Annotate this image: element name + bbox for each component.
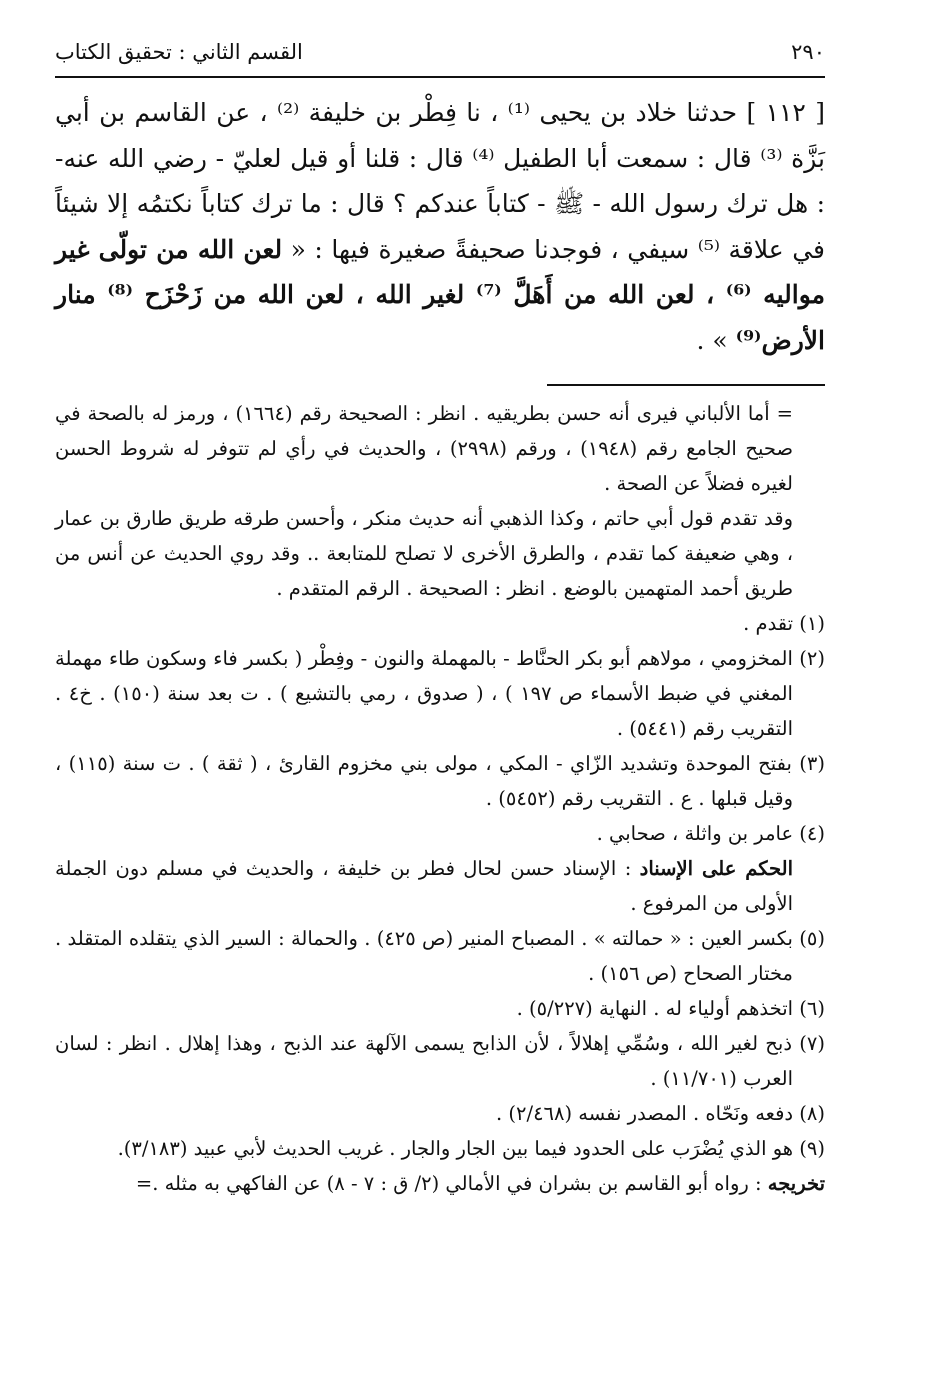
isnad-ruling [55,851,825,921]
footnote-5: (٥) بكسر العين : « حمالته » . المصباح المنير (ص ٤٢٥) . والحمالة : السير الذي يتقلده المتقلد . مختار الصحاح (ص ١٥٦) . [55,927,825,985]
footnotes [55,396,825,1201]
footnote-8: (٨) دفعه ونَحّاه . المصدر نفسه (٢/٤٦٨) . [496,1102,825,1125]
footnote-4: (٤) عامر بن واثلة ، صحابي . [596,822,825,845]
running-title: القسم الثاني : تحقيق الكتاب [55,40,303,64]
hadith-end: » . [696,325,736,355]
footnote-3: (٣) بفتح الموحدة وتشديد الزّاي - المكي ، مولى بني مخزوم القارئ ، ( ثقة ) . ت سنة (١١٥) ، وقيل قبلها . ع . التقريب رقم (٥٤٥٢) . [55,752,825,810]
footnote-6: (٦) اتخذهم أولياء له . النهاية (٥/٢٢٧) . [516,997,825,1020]
page-header [55,36,825,78]
footnote-separator [547,384,825,386]
takhrij [55,1166,825,1201]
takhrij-label: تخريجه [767,1172,825,1195]
ruling-label: الحكم على الإسناد [639,857,793,880]
hadith-text [55,90,825,363]
hadith-isnad: [ ١١٢ ] حدثنا خلاد بن يحيى ⁽¹⁾ ، نا فِطْر بن خليفة ⁽²⁾ ، عن القاسم بن أبي بَزَّة ⁽³⁾ قال : سمعت أبا الطفيل ⁽⁴⁾ قال : قلنا أو قيل لعليّ - رضي الله عنه- : هل ترك رسول الله - ﷺ - كتاباً عندكم ؟ قال : ما ترك كتاباً نكتمُه إلا شيئاً في علاقة ⁽⁵⁾ سيفي ، فوجدنا صحيفةً صغيرة فيها : « [55,98,826,264]
footnote-continued: = أما الألباني فيرى أنه حسن بطريقيه . انظر : الصحيحة رقم (١٦٦٤) ، ورمز له بالصحة في صحيح الجامع رقم (١٩٤٨) ، ورقم (٢٩٩٨) ، والحديث في رأي لم تتوفر له شروط الحسن لغيره فضلاً عن الصحة . [55,402,793,495]
hadith-matn: لعن الله من تولّى غير مواليه ⁽⁶⁾ ، لعن الله من أَهَلَّ ⁽⁷⁾ لغير الله ، لعن الله من زَحْزَح ⁽⁸⁾ منار الأرض⁽⁹⁾ [55,234,826,355]
page-number: ٢٩٠ [791,40,825,64]
ruling-text: : الإسناد حسن لحال فطر بن خليفة ، والحديث في مسلم دون الجملة الأولى من المرفوع . [55,857,793,915]
footnote-7: (٧) ذبح لغير الله ، وسُمِّي إهلالاً ، لأن الذابح يسمى الآلهة عند الذبح ، وهذا إهلال . انظر : لسان العرب (١١/٧٠١) . [55,1032,825,1090]
takhrij-text: : رواه أبو القاسم بن بشران في الأمالي (٢/ ق : ٧ - ٨) عن الفاكهي به مثله .= [135,1172,768,1195]
footnote-9: (٩) هو الذي يُضْرَب على الحدود فيما بين الجار والجار . غريب الحديث لأبي عبيد (٣/١٨٣). [117,1137,825,1160]
footnote-1: (١) تقدم . [743,612,825,635]
footnote-continued-2: وقد تقدم قول أبي حاتم ، وكذا الذهبي أنه حديث منكر ، وأحسن طرقه طريق طارق بن عمار ، وهي ضعيفة كما تقدم ، والطرق الأخرى لا تصلح للمتابعة .. وقد روي الحديث عن أنس من طريق أحمد المتهمين بالوضع . انظر : الصحيحة . الرقم المتقدم . [55,507,793,600]
footnote-2: (٢) المخزومي ، مولاهم أبو بكر الحنَّاط - بالمهملة والنون - وفِطْر ( بكسر فاء وسكون طاء مهملة المغني في ضبط الأسماء ص ١٩٧ ) ، ( صدوق ، رمي بالتشيع ) . ت بعد سنة (١٥٠) . خ٤ . التقريب رقم (٥٤٤١) . [55,647,825,740]
